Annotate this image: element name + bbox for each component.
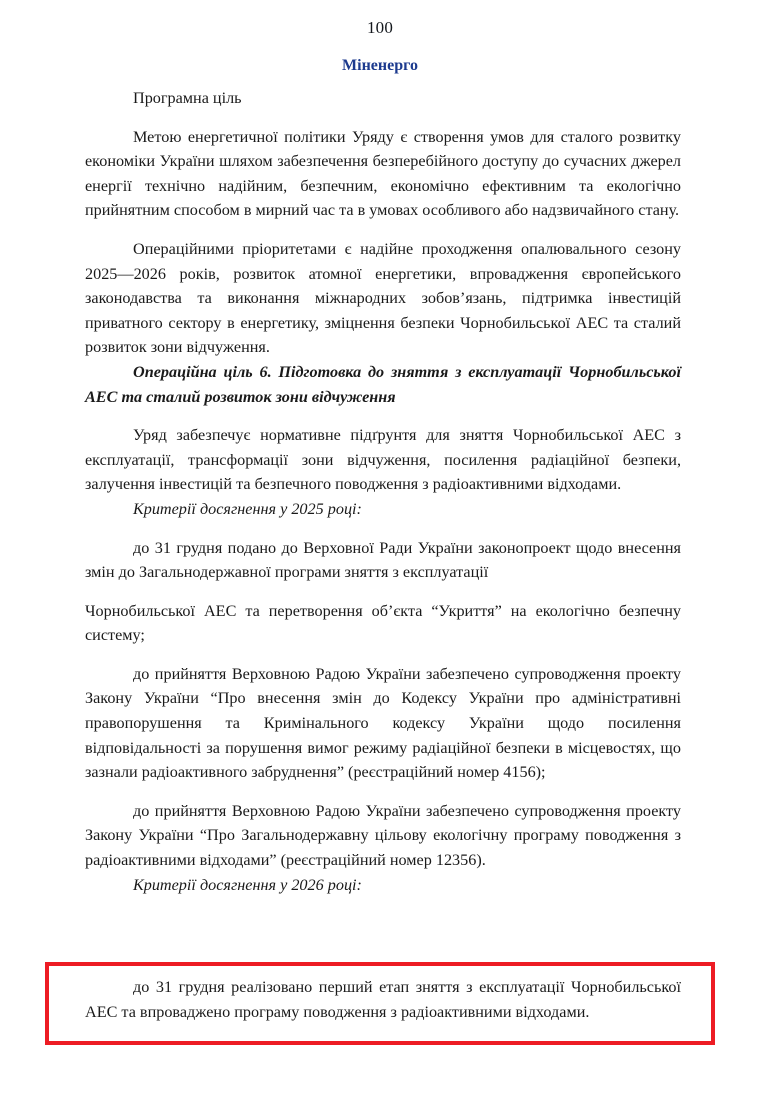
program-goal-label-text: Програмна ціль bbox=[133, 89, 242, 107]
paragraph-government-support: Уряд забезпечує нормативне підґрунтя для зняття Чорнобильської АЕС з експлуатації, трансформації зони відчуження, посилення радіаційної безпеки, залучення інвестицій та безпечного поводження з радіоактивними відходами. bbox=[85, 426, 681, 494]
page-number: 100 bbox=[366, 18, 394, 37]
criteria-2026-item-1: до 31 грудня реалізовано перший етап зняття з експлуатації Чорнобильської АЕС та впроваджено програму поводження з радіоактивними відходами. bbox=[85, 978, 681, 1021]
paragraph-purpose: Метою енергетичної політики Уряду є створення умов для сталого розвитку економіки України шляхом забезпечення безперебійного доступу до сучасних джерел енергії технічно надійним, безпечним, економічно ефективним та екологічно прийнятним способом в мирний час та в умовах особливого або надзвичайного стану. bbox=[85, 127, 681, 220]
label-criteria-2026: Критерії досягнення у 2026 році: bbox=[133, 875, 362, 894]
department-heading: Міненерго bbox=[342, 57, 418, 74]
criteria-2025-item-1-part-a: до 31 грудня подано до Верховної Ради України законопроект щодо внесення змін до Загальнодержавної програми зняття з експлуатації bbox=[85, 538, 681, 582]
highlight-box-content bbox=[85, 975, 681, 1024]
criteria-2025-item-2: до прийняття Верховною Радою України забезпечено супроводження проекту Закону України “Про внесення змін до Кодексу України про адміністративні правопорушення та Кримінального кодексу України щодо посилення відповідальності за порушення вимог режиму радіаційної безпеки в місцевостях, що зазнали радіоактивного забруднення” (реєстраційний номер 4156); bbox=[85, 664, 681, 782]
paragraph-operational-priorities: Операційними пріоритетами є надійне проходження опалювального сезону 2025—2026 років, розвиток атомної енергетики, впровадження європейського законодавства та виконання міжнародних зобов’язань, підтримка інвестицій приватного сектору в енергетику, зміцнення безпеки Чорнобильської АЕС та сталий розвиток зони відчуження. bbox=[85, 239, 681, 357]
program-goal-label bbox=[85, 86, 681, 111]
document-body bbox=[85, 86, 681, 897]
heading-operational-goal-6: Операційна ціль 6. Підготовка до зняття з експлуатації Чорнобильської АЕС та сталий розвиток зони відчуження bbox=[85, 362, 681, 406]
label-criteria-2025: Критерії досягнення у 2025 році: bbox=[133, 499, 362, 518]
criteria-2025-item-1-part-b: Чорнобильської АЕС та перетворення об’єкта “Укриття” на екологічно безпечну систему; bbox=[85, 601, 681, 645]
criteria-2025-item-3: до прийняття Верховною Радою України забезпечено супроводження проекту Закону України “Про Загальнодержавну цільову екологічну програму поводження з радіоактивними відходами” (реєстраційний номер 12356). bbox=[85, 801, 681, 870]
